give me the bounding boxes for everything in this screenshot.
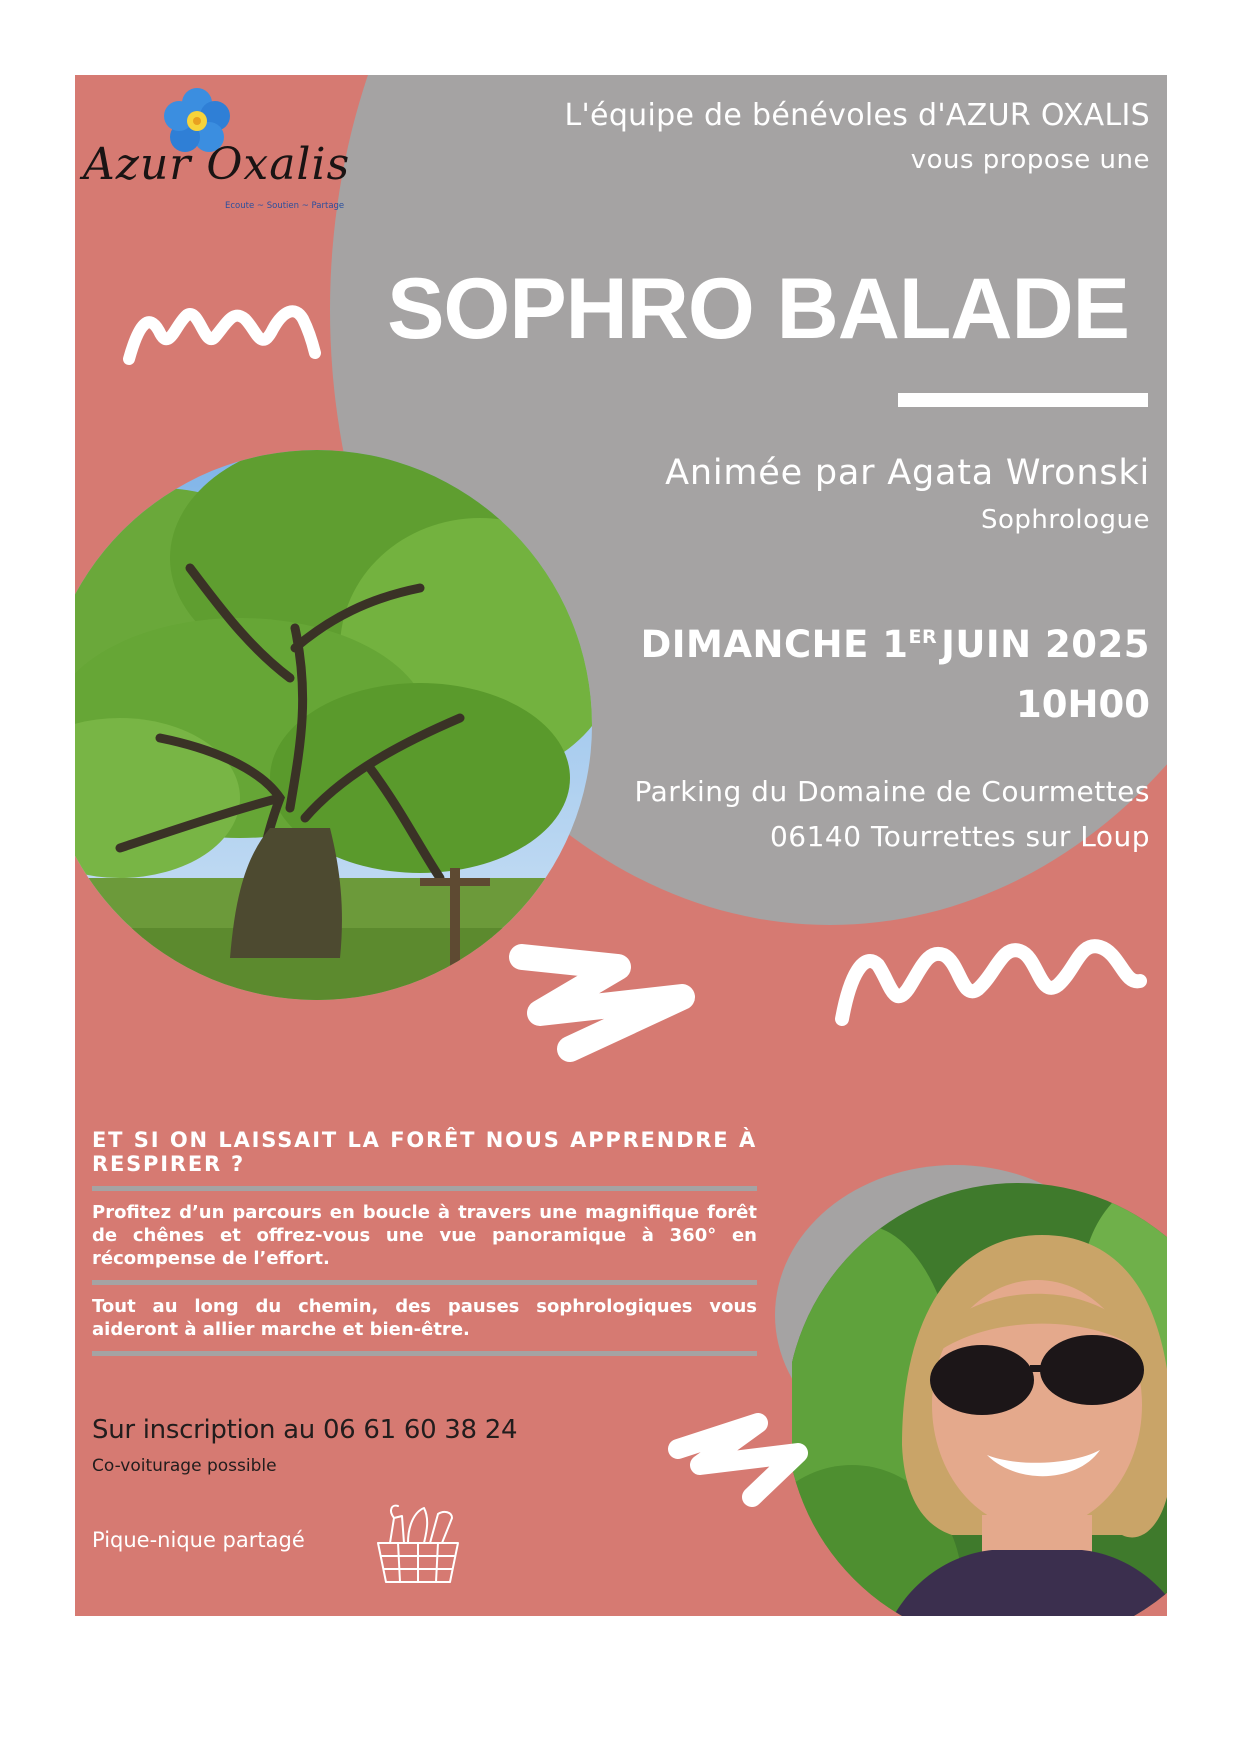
azur-oxalis-logo xyxy=(79,87,351,227)
logo-tagline: Ecoute ~ Soutien ~ Partage xyxy=(225,201,345,211)
logo-wordmark: Azur Oxalis xyxy=(83,139,351,190)
oak-tree-photo xyxy=(75,448,595,1003)
divider xyxy=(92,1280,757,1285)
picnic-basket-icon xyxy=(368,1498,468,1588)
event-date xyxy=(641,623,1150,666)
squiggle-decoration-right xyxy=(828,925,1167,1035)
host-portrait-photo xyxy=(792,1165,1167,1616)
host-name: Animée par Agata Wronski xyxy=(665,453,1150,493)
event-title: SOPHRO BALADE xyxy=(387,261,1129,357)
signup-phone: Sur inscription au 06 61 60 38 24 xyxy=(92,1415,518,1445)
intro-line-2: vous propose une xyxy=(910,145,1150,175)
description-paragraph-2: Tout au long du chemin, des pauses sophrologiques vous aideront à allier marche et bien-être. xyxy=(92,1296,757,1340)
carpool-note: Co-voiturage possible xyxy=(92,1456,277,1476)
event-time: 10H00 xyxy=(1016,683,1150,726)
intro-line-1: L'équipe de bénévoles d'AZUR OXALIS xyxy=(564,98,1150,133)
date-rest: JUIN 2025 xyxy=(941,623,1150,666)
date-suffix: ER xyxy=(908,626,938,648)
zigzag-decoration xyxy=(500,935,720,1065)
zigzag-decoration-bottom xyxy=(660,1405,820,1515)
address-line-2: 06140 Tourrettes sur Loup xyxy=(769,820,1150,853)
squiggle-decoration xyxy=(117,295,327,375)
date-day: DIMANCHE 1 xyxy=(640,623,909,666)
event-poster xyxy=(75,75,1167,1616)
description-block xyxy=(92,1128,757,1366)
title-underline xyxy=(898,393,1148,407)
host-role: Sophrologue xyxy=(980,505,1150,535)
divider xyxy=(92,1186,757,1191)
picnic-note: Pique-nique partagé xyxy=(92,1528,305,1552)
tagline-question: ET SI ON LAISSAIT LA FORÊT NOUS APPRENDRE À RESPIRER ? xyxy=(92,1128,757,1176)
description-paragraph-1: Profitez d’un parcours en boucle à travers une magnifique forêt de chênes et offrez-vous une vue panoramique à 360° en récompense de l’effort. xyxy=(92,1202,757,1269)
address-line-1: Parking du Domaine de Courmettes xyxy=(634,775,1150,808)
divider xyxy=(92,1351,757,1356)
